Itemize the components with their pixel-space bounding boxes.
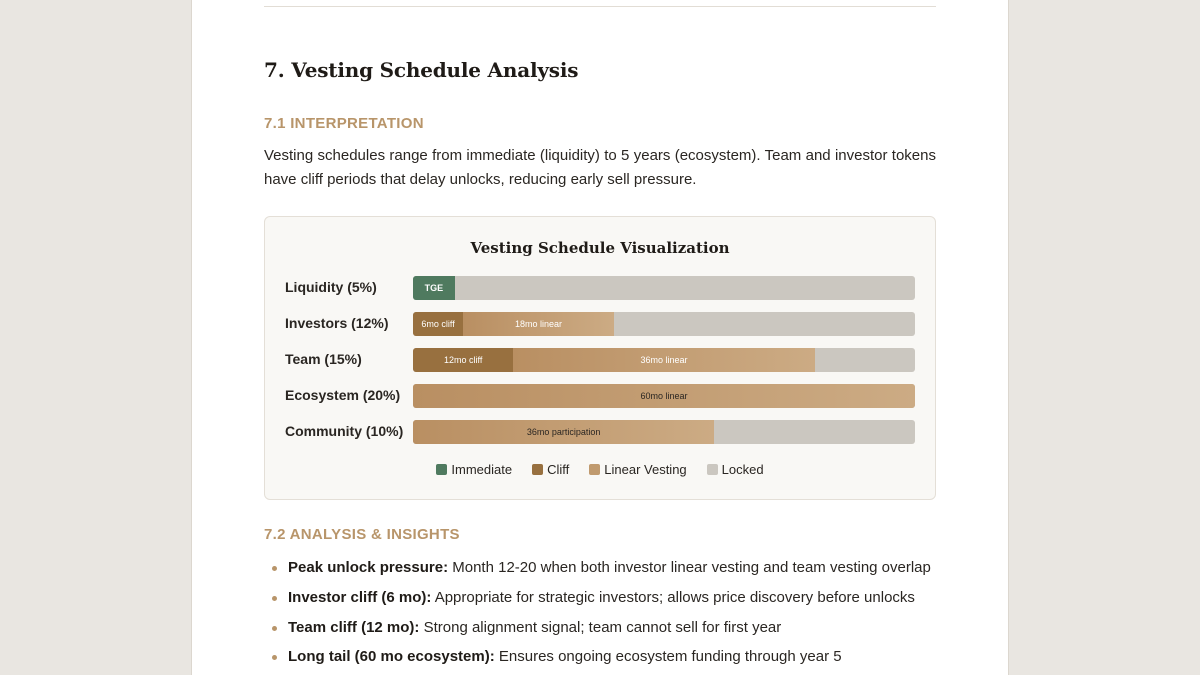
linear-segment: 36mo participation [413,420,714,444]
insight-term: Team cliff (12 mo): [288,618,420,636]
insight-term: Long tail (60 mo ecosystem): [288,648,495,666]
legend-item [532,462,569,477]
chart-row [285,384,915,408]
insight-text: Appropriate for strategic investors; allows price discovery before unlocks [431,588,915,606]
document-page [191,0,1009,675]
row-label: Team (15%) [285,351,362,367]
legend-swatch [589,464,600,475]
legend-swatch [532,464,543,475]
legend-label: Locked [721,462,764,477]
section-divider [264,6,936,7]
linear-segment: 60mo linear [413,384,915,408]
cliff-segment: 6mo cliff [413,312,463,336]
locked-track [413,384,915,408]
legend-swatch [436,464,447,475]
insight-term: Peak unlock pressure: [288,559,449,576]
legend-swatch [707,464,718,475]
row-label: Community (10%) [285,423,404,439]
insight-text: Strong alignment signal; team cannot sell for first year [419,618,782,636]
bullet-icon [272,626,277,631]
immediate-segment: TGE [413,276,455,300]
insight-item [264,556,944,586]
linear-segment: 36mo linear [513,348,814,372]
legend-item [589,462,686,477]
insight-item [264,645,944,675]
interpretation-text: Vesting schedules range from immediate (liquidity) to 5 years (ecosystem). Team and investor tokens have cliff periods that delay unlocks, reducing early sell pressure. [264,147,936,188]
insights-list [264,556,944,675]
cliff-segment: 12mo cliff [413,348,513,372]
locked-track [413,312,915,336]
legend-item [707,462,764,477]
chart-row [285,276,915,300]
insight-item [264,616,944,646]
legend-item [436,462,512,477]
row-label: Liquidity (5%) [285,279,377,295]
insight-term: Investor cliff (6 mo): [288,588,432,606]
locked-track [413,420,915,444]
legend-label: Cliff [547,462,570,477]
locked-track [413,348,915,372]
insight-text: Month 12-20 when both investor linear vesting and team vesting overlap [448,559,931,576]
section-title: 7. Vesting Schedule Analysis [264,58,579,82]
bullet-icon [272,596,277,601]
chart-row [285,312,915,336]
locked-track [413,276,915,300]
chart-title: Vesting Schedule Visualization [470,239,730,257]
chart-legend [265,462,935,477]
insights-heading: 7.2 ANALYSIS & INSIGHTS [264,526,460,543]
linear-segment: 18mo linear [463,312,614,336]
interpretation-heading: 7.1 INTERPRETATION [264,115,424,132]
insight-item [264,586,944,616]
bullet-icon [272,655,277,660]
vesting-chart [264,216,936,500]
bullet-icon [272,566,277,571]
row-label: Ecosystem (20%) [285,387,401,403]
legend-label: Linear Vesting [604,462,687,477]
row-label: Investors (12%) [285,315,389,331]
insight-text: Ensures ongoing ecosystem funding through year 5 [494,648,842,666]
chart-row [285,420,915,444]
chart-row [285,348,915,372]
legend-label: Immediate [451,462,513,477]
